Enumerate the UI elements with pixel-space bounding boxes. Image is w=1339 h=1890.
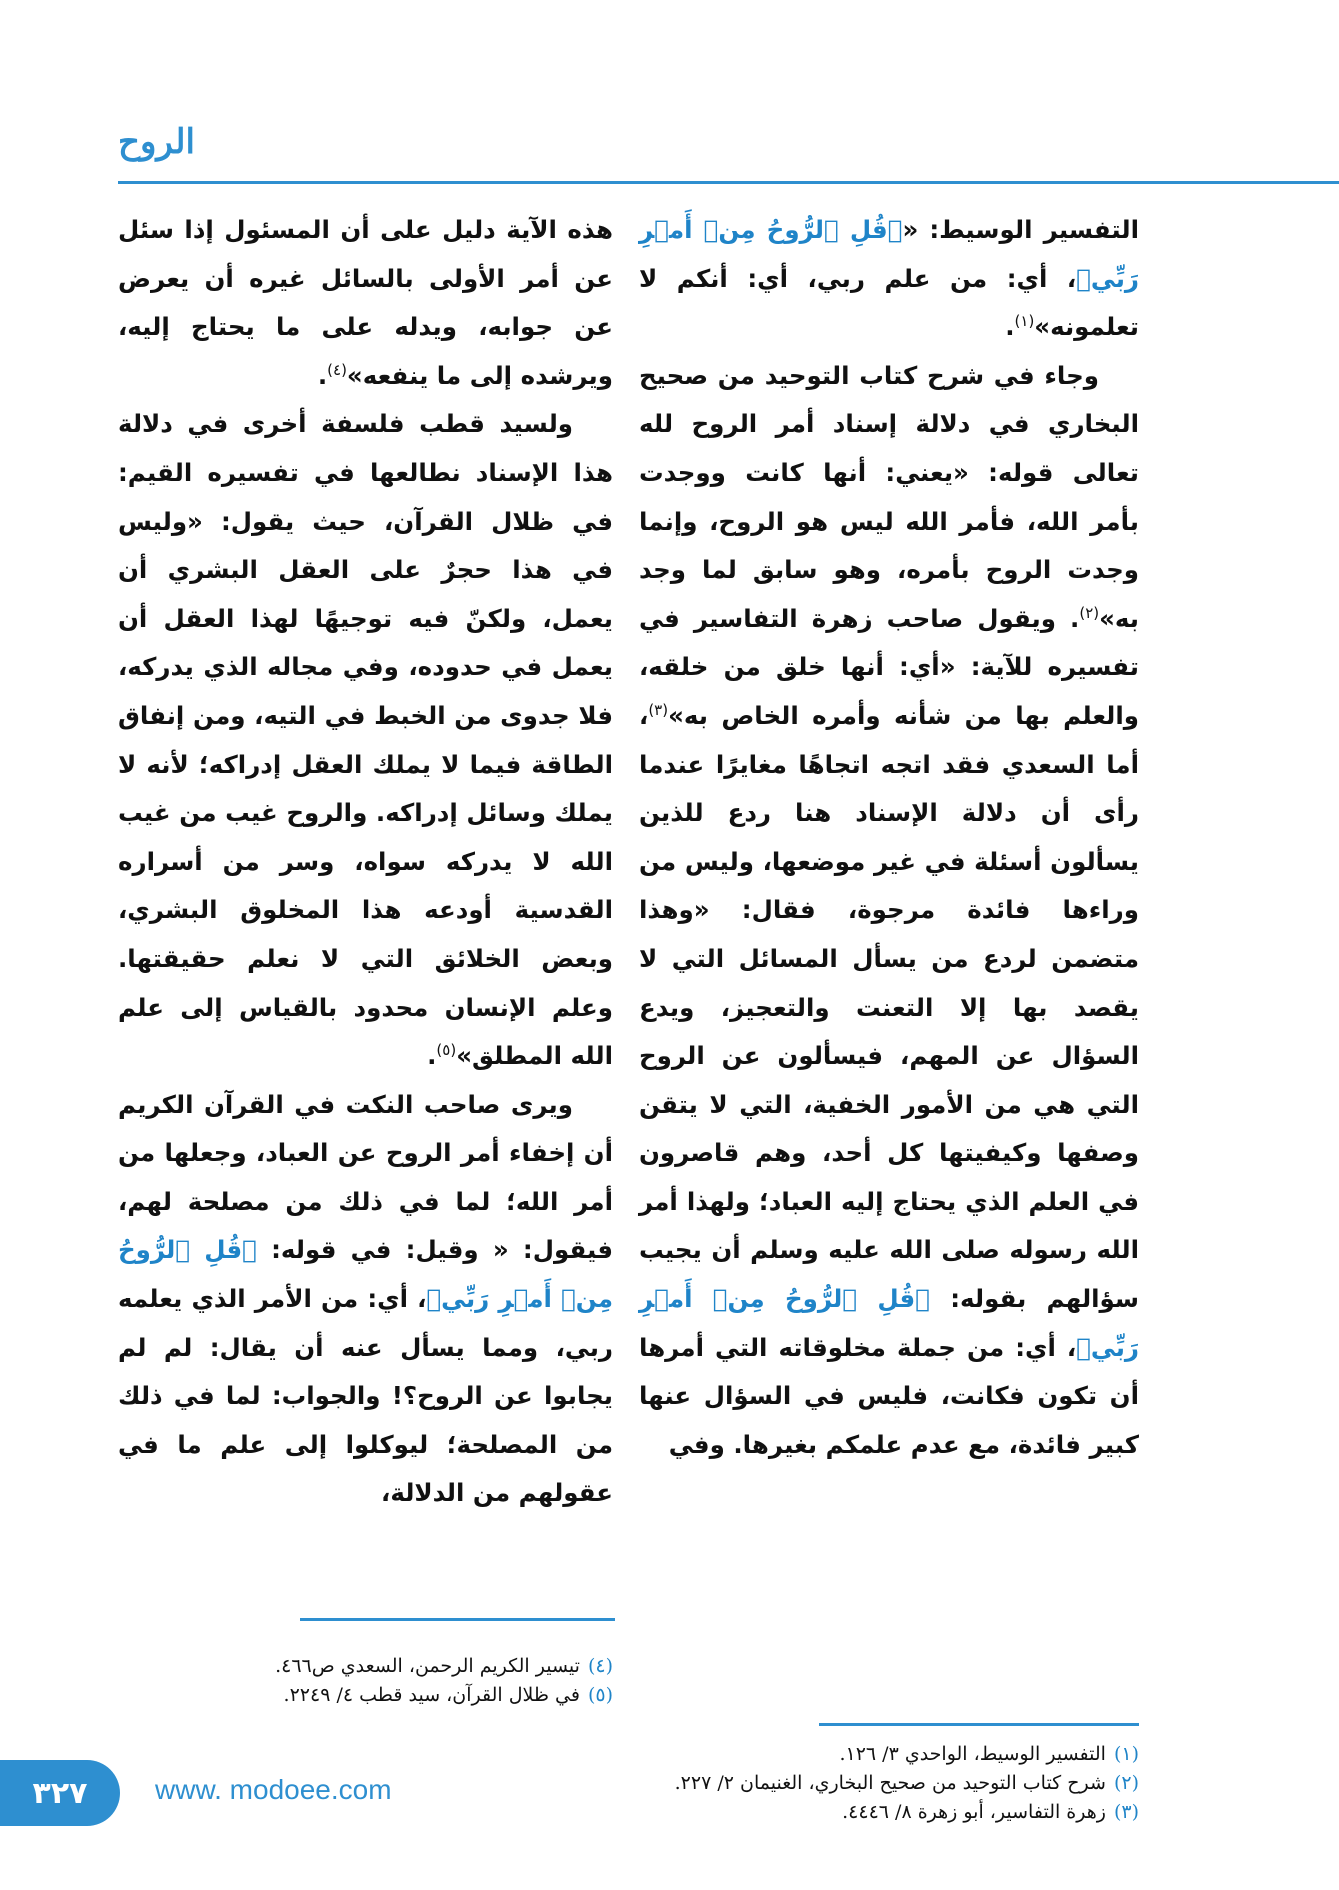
footnote-text: زهرة التفاسير، أبو زهرة ٨/ ٤٤٤٦. — [842, 1801, 1106, 1823]
footnote-ref[interactable]: (٢) — [1079, 603, 1100, 622]
footnote — [639, 1798, 1139, 1827]
footnote-number: (٣) — [1113, 1801, 1139, 1823]
page-number-tab: ٣٢٧ — [0, 1760, 120, 1826]
paragraph: ولسيد قطب فلسفة أخرى في دلالة هذا الإسناد نطالعها في تفسيره القيم: في ظلال القرآن، حيث يقول: «وليس في هذا حجرٌ على العقل البشري أن يعمل، ولكنّ فيه توجيهًا لهذا العقل أن يعمل في حدوده، وفي مجاله الذي يدركه، فلا جدوى من الخبط في التيه، ومن إنفاق الطاقة فيما لا يملك العقل إدراكه؛ لأنه لا يملك وسائل إدراكه. والروح غيب من غيب الله لا يدركه سواه، وسر من أسراره القدسية أودعه هذا المخلوق البشري، وبعض الخلائق التي لا نعلم حقيقتها. وعلم الإنسان محدود بالقياس إلى علم الله المطلق»$^{(٥)}$. — [118, 409, 613, 1071]
footnote — [639, 1769, 1139, 1798]
footnote-number: (٥) — [587, 1684, 613, 1706]
running-header-title: الروح — [118, 122, 195, 162]
footnote-ref[interactable]: (٣) — [648, 700, 669, 719]
paragraph: هذه الآية دليل على أن المسئول إذا سئل عن أمر الأولى بالسائل غيره أن يعرض عن جوابه، ويدله على ما يحتاج إليه، ويرشده إلى ما ينفعه»$^{(٤)}$. — [118, 215, 613, 390]
quran-verse: ﴿قُلِ ٱلرُّوحُ مِنۡ أَمۡرِ رَبِّي﴾ — [639, 1284, 1139, 1362]
footnote — [118, 1681, 613, 1710]
quran-verse: ﴿قُلِ ٱلرُّوحُ مِنۡ أَمۡرِ رَبِّي﴾ — [118, 1235, 614, 1314]
header-rule — [118, 181, 1339, 184]
footnote-ref[interactable]: (١) — [1014, 312, 1035, 331]
paragraph: وجاء في شرح كتاب التوحيد من صحيح البخاري في دلالة إسناد أمر الروح لله تعالى قوله: «يعني: أنها كانت ووجدت بأمر الله، فأمر الله ليس هو الروح، وإنما وجدت الروح بأمره، وهو سابق لما وجد به»$^{(٢)}$. ويقول صاحب زهرة التفاسير في تفسيره للآية: «أي: أنها خلق من خلقه، والعلم بها من شأنه وأمره الخاص به»$^{(٣)}$، أما السعدي فقد اتجه اتجاهًا مغايرًا عندما رأى أن دلالة الإسناد هنا ردع للذين يسألون أسئلة في غير موضعها، وليس من وراءها فائدة مرجوة، فقال: «وهذا متضمن لردع من يسأل المسائل التي لا يقصد بها إلا التعنت والتعجيز، ويدع السؤال عن المهم، فيسألون عن الروح التي هي من الأمور الخفية، التي لا يتقن وصفها وكيفيتها كل أحد، وهم قاصرون في العلم الذي يحتاج إليه العباد؛ ولهذا أمر الله رسوله صلى الله عليه وسلم أن يجيب سؤالهم بقوله: ﴿قُلِ ٱلرُّوحُ مِنۡ أَمۡرِ رَبِّي﴾، أي: من جملة مخلوقاته التي أمرها أن تكون فكانت، فليس في السؤال عنها كبير فائدة، مع عدم علمكم بغيرها. وفي — [639, 360, 1139, 1459]
website-link[interactable]: www. modoee.com — [155, 1774, 392, 1805]
footnote-number: (٢) — [1113, 1772, 1139, 1794]
footnotes-right — [639, 1740, 1139, 1827]
footnote-ref[interactable]: (٤) — [327, 360, 347, 379]
footnote — [118, 1652, 613, 1681]
footnotes-left — [118, 1652, 613, 1710]
text-column-right — [639, 206, 1139, 1469]
footnote-number: (٤) — [587, 1655, 613, 1677]
paragraph: ويرى صاحب النكت في القرآن الكريم أن إخفاء أمر الروح عن العباد، وجعلها من أمر الله؛ لما في ذلك من مصلحة لهم، فيقول: « وقيل: في قوله: ﴿قُلِ ٱلرُّوحُ مِنۡ أَمۡرِ رَبِّي﴾، أي: من الأمر الذي يعلمه ربي، ومما يسأل عنه أن يقال: لم لم يجابوا عن الروح؟! والجواب: لما في ذلك من المصلحة؛ ليوكلوا إلى علم ما في عقولهم من الدلالة، — [118, 1089, 614, 1508]
quran-verse: ﴿قُلِ ٱلرُّوحُ مِنۡ أَمۡرِ رَبِّي﴾ — [639, 215, 1139, 293]
footnote-number: (١) — [1113, 1743, 1139, 1765]
footnote — [639, 1740, 1139, 1769]
footnote-rule — [300, 1618, 615, 1621]
footnote-text: شرح كتاب التوحيد من صحيح البخاري، الغنيمان ٢/ ٢٢٧. — [674, 1772, 1106, 1794]
footnote-ref[interactable]: (٥) — [436, 1040, 457, 1059]
footnote-rule — [819, 1723, 1139, 1726]
footnote-text: في ظلال القرآن، سيد قطب ٤/ ٢٢٤٩. — [283, 1684, 580, 1706]
footnote-text: تيسير الكريم الرحمن، السعدي ص٤٦٦. — [275, 1655, 580, 1677]
text-column-left — [118, 206, 613, 1518]
footnote-text: التفسير الوسيط، الواحدي ٣/ ١٢٦. — [839, 1743, 1106, 1765]
paragraph: التفسير الوسيط: «﴿قُلِ ٱلرُّوحُ مِنۡ أَمۡرِ رَبِّي﴾، أي: من علم ربي، أي: أنكم لا تعلمونه»$^{(١)}$. — [639, 215, 1139, 342]
